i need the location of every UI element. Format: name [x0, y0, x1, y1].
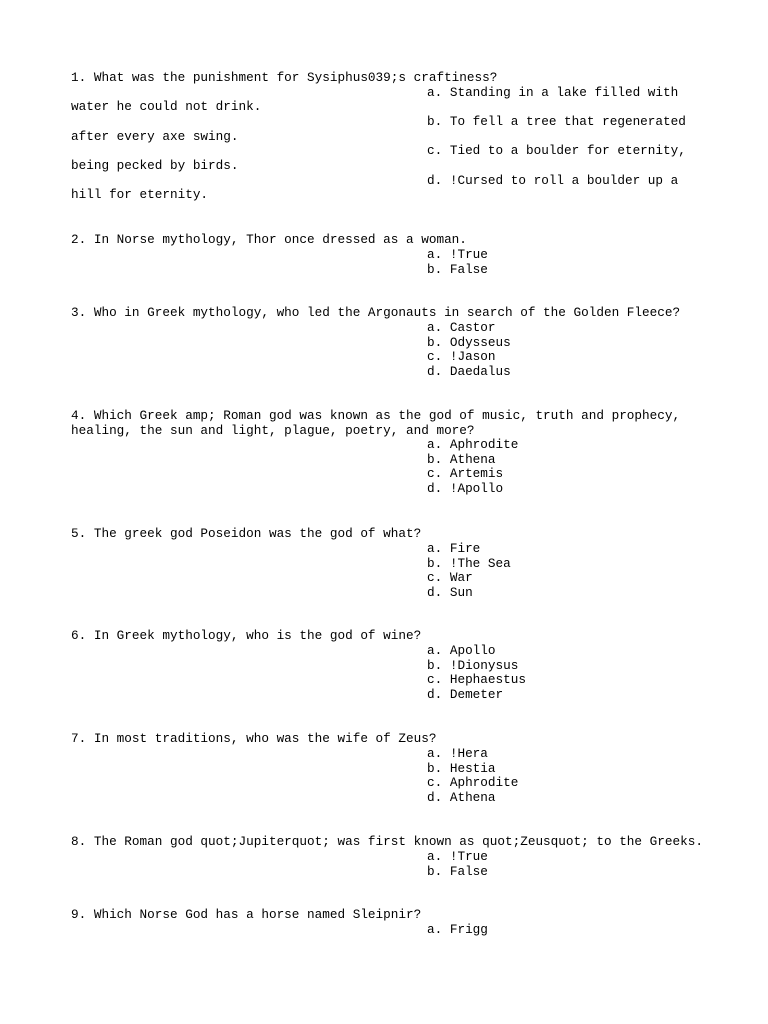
option: b. !Dionysus — [427, 657, 519, 673]
question-text: 6. In Greek mythology, who is the god of wine? — [71, 628, 422, 643]
options-list — [427, 850, 727, 879]
option: d. Demeter — [427, 686, 504, 702]
question-1 — [71, 70, 686, 202]
question-text-continued: healing, the sun and light, plague, poetry, and more? — [71, 422, 475, 438]
question-text: 8. The Roman god quot;Jupiterquot; was first known as quot;Zeusquot; to the Greeks. — [71, 834, 703, 849]
question-4 — [71, 408, 681, 496]
option: a. Apollo — [427, 643, 496, 658]
option-line: being pecked by birds. — [71, 158, 239, 173]
options-list — [427, 248, 727, 277]
option: c. Hephaestus — [427, 672, 526, 688]
option: a. !Hera — [427, 746, 488, 761]
options-list — [427, 644, 727, 703]
options-list — [427, 438, 727, 497]
question-2 — [71, 232, 488, 277]
option: b. Hestia — [427, 760, 496, 776]
options-list — [427, 542, 727, 601]
question-6 — [71, 628, 526, 702]
question-text: 5. The greek god Poseidon was the god of what? — [71, 526, 422, 541]
option: a. Aphrodite — [427, 437, 519, 452]
option: a. Castor — [427, 320, 496, 335]
question-text: 9. Which Norse God has a horse named Sleipnir? — [71, 907, 422, 922]
option: b. False — [427, 863, 488, 879]
question-text: 3. Who in Greek mythology, who led the Argonauts in search of the Golden Fleece? — [71, 305, 681, 320]
option: b. !The Sea — [427, 555, 511, 571]
option-line: b. To fell a tree that regenerated — [427, 114, 686, 129]
option: b. False — [427, 261, 488, 277]
option-line: c. Tied to a boulder for eternity, — [427, 143, 686, 158]
question-text: 4. Which Greek amp; Roman god was known as the god of music, truth and prophecy, — [71, 408, 681, 423]
option: b. Odysseus — [427, 334, 511, 350]
option-line: water he could not drink. — [71, 99, 262, 114]
option: d. !Apollo — [427, 480, 504, 496]
option: d. Daedalus — [427, 363, 511, 379]
option: d. Athena — [427, 789, 496, 805]
question-text: 1. What was the punishment for Sysiphus039;s craftiness? — [71, 70, 498, 85]
question-5 — [71, 526, 511, 600]
option: c. War — [427, 570, 473, 586]
option-line: a. Standing in a lake filled with — [427, 85, 679, 100]
question-7 — [71, 731, 519, 805]
option: a. Fire — [427, 541, 481, 556]
options-list — [427, 923, 727, 938]
question-text: 7. In most traditions, who was the wife of Zeus? — [71, 731, 437, 746]
option: b. Athena — [427, 451, 496, 467]
option-line: d. !Cursed to roll a boulder up a — [427, 173, 679, 188]
option: a. Frigg — [427, 922, 488, 937]
options-list — [427, 321, 727, 380]
options-list — [427, 747, 727, 806]
option: a. !True — [427, 247, 488, 262]
option: a. !True — [427, 849, 488, 864]
question-3 — [71, 305, 681, 379]
question-9 — [71, 907, 488, 937]
question-8 — [71, 834, 703, 879]
option: c. Artemis — [427, 466, 504, 482]
option-line: after every axe swing. — [71, 129, 239, 144]
question-text: 2. In Norse mythology, Thor once dressed as a woman. — [71, 232, 467, 247]
option-line: hill for eternity. — [71, 187, 209, 202]
option: c. !Jason — [427, 349, 496, 365]
option: c. Aphrodite — [427, 775, 519, 791]
option: d. Sun — [427, 584, 473, 600]
